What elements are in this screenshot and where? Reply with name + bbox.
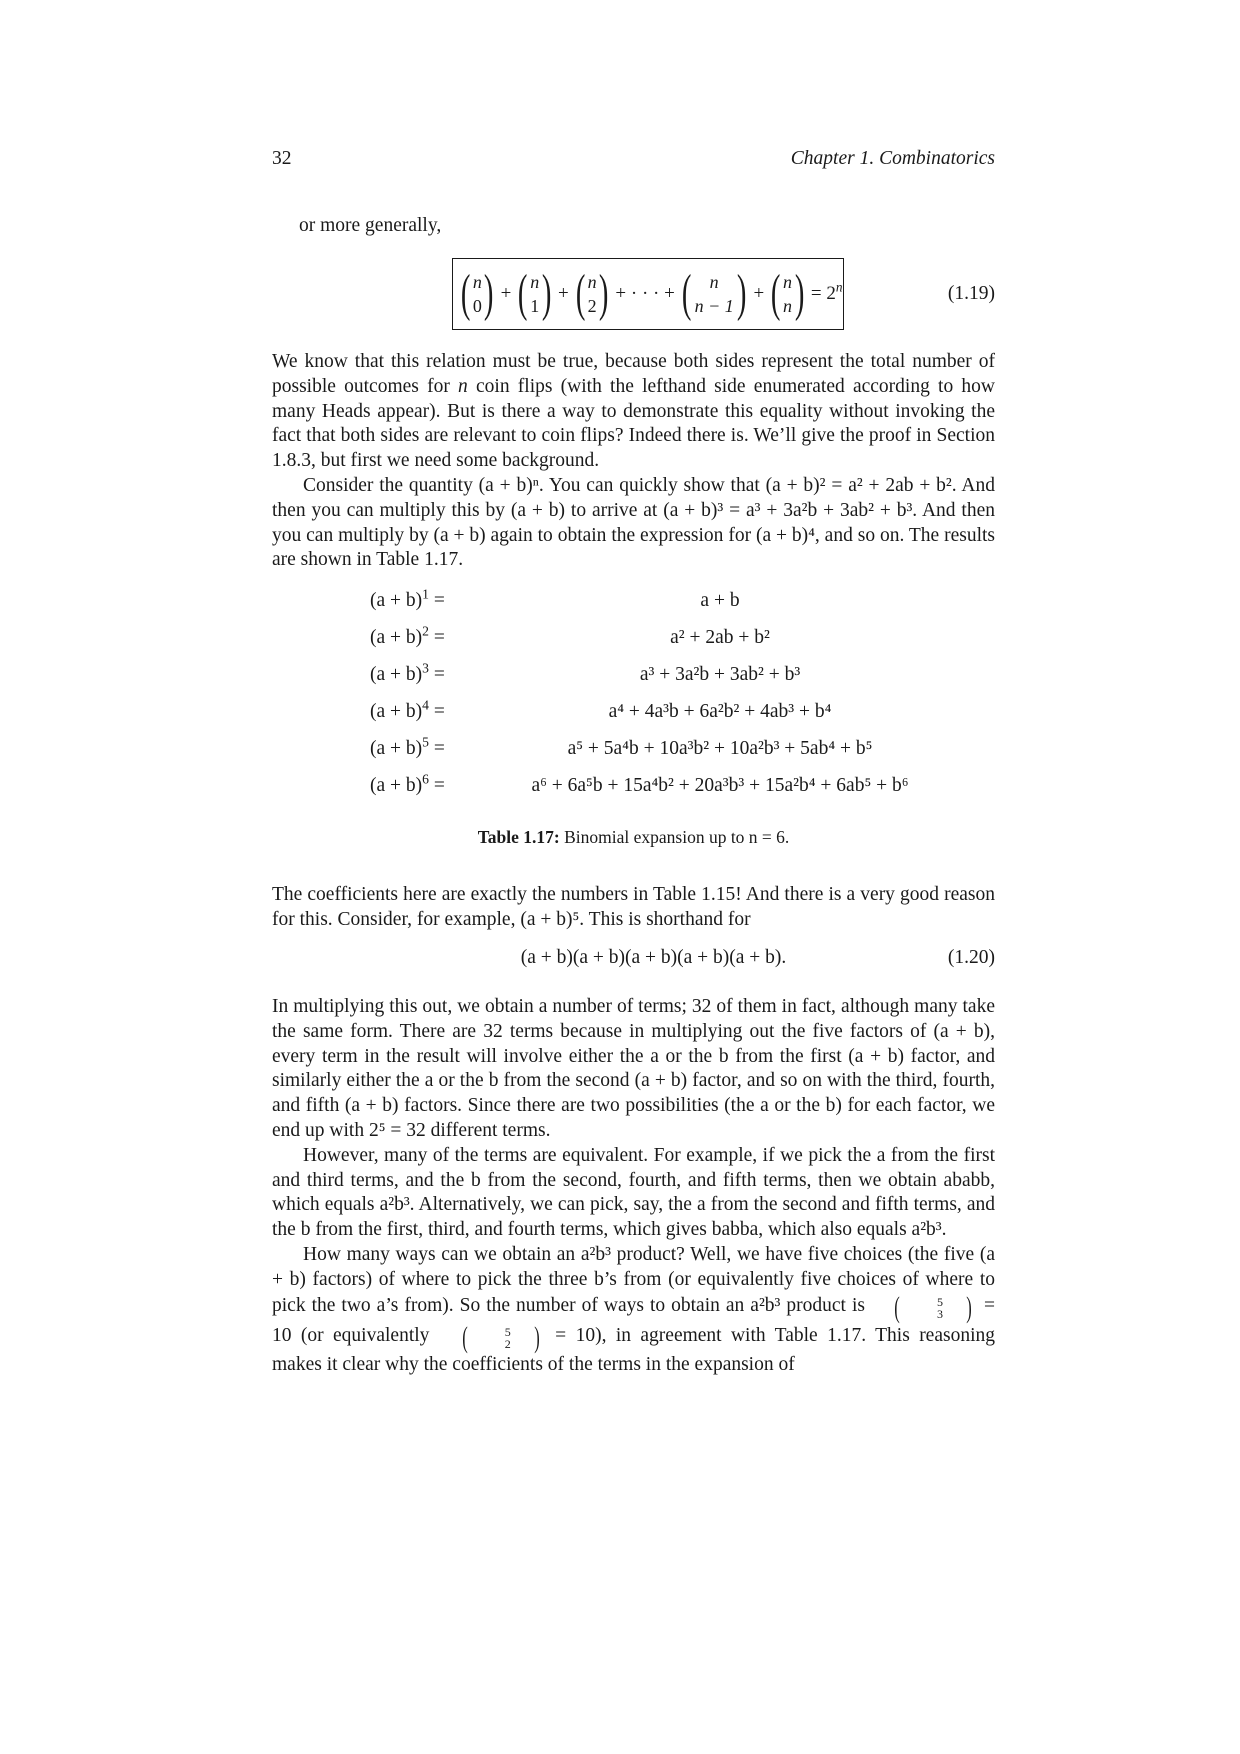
running-head [272, 148, 995, 176]
binomial-n-0: ( n 0 ) [460, 265, 494, 322]
body-text-block-1 [272, 350, 995, 573]
chapter-title: Chapter 1. Combinatorics [790, 148, 995, 169]
table-row: $(a + b)^6$ = a⁶ + 6a⁵b + 15a⁴b² + 20a³b³ + 15a²b⁴ + 6ab⁵ + b⁶ [370, 771, 909, 796]
binomial-n-1: ( n 1 ) [518, 265, 552, 322]
binomial-5-3: ( 5 3 ) [894, 1290, 972, 1324]
page-number: 32 [272, 148, 292, 169]
paragraph-2: Consider the quantity (a + b)ⁿ. You can quickly show that (a + b)² = a² + 2ab + b². And then you can multiply this by (a + b) to arrive at (a + b)³ = a³ + 3a²b + 3ab² + b³. And then you can multiply by (a + b) again to obtain the expression for (a + b)⁴, and so on. The results are shown in Table 1.17. [272, 474, 995, 571]
binomial-n-2: ( n 2 ) [575, 265, 609, 322]
binomial-n-n-minus-1: ( n n − 1 ) [681, 265, 747, 322]
equation-rhs: = $2^n$ [810, 279, 843, 304]
equation-1-19: ( n 0 ) + ( n 1 ) + ( n 2 ) + · · · + ( n n − 1 ) + ( n n ) = $2^n$ [460, 265, 843, 322]
table-row: $(a + b)^5$ = a⁵ + 5a⁴b + 10a³b² + 10a²b³ + 5ab⁴ + b⁵ [370, 734, 873, 759]
paragraph-5: However, many of the terms are equivalent. For example, if we pick the a from the first and third terms, and the b from the second, fourth, and fifth terms, then we obtain ababb, which equals a²b³. Alternatively, we can pick, say, the a from the second and fifth terms, and the b from the first, third, and fourth terms, which gives babba, which also equals a²b³. [272, 1144, 995, 1241]
table-row: $(a + b)^4$ = a⁴ + 4a³b + 6a²b² + 4ab³ + b⁴ [370, 697, 832, 722]
equation-number-1-20: (1.20) [947, 947, 995, 968]
paragraph-6: How many ways can we obtain an a²b³ product? Well, we have five choices (the five (a + b) factors) of where to pick the three b’s from (or equivalently five choices of where to pick the two a’s from). So the number of ways to obtain an a²b³ product is ( 5 3 ) = 10 (or equivalently ( 5 2 ) = 10), in agreement with Table 1.17. This reasoning makes it clear why the coefficients of the terms in the expansion of [272, 1243, 996, 1375]
table-row: $(a + b)^1$ = a + b [370, 586, 740, 611]
binomial-n-n: ( n n ) [771, 265, 804, 322]
body-text-block-3 [272, 995, 996, 1377]
equation-1-20: (a + b)(a + b)(a + b)(a + b)(a + b). (1.20) [520, 947, 995, 968]
paragraph-4: In multiplying this out, we obtain a number of terms; 32 of them in fact, although many take the same form. There are 32 terms because in multiplying out the five factors of (a + b), every term in the result will involve either the a or the b from the first (a + b) factor, and similarly either the a or the b from the second (a + b) factor, and so on with the third, fourth, and fifth (a + b) factors. Since there are two possibilities (the a or the b) for each factor, we end up with 2⁵ = 32 different terms. [272, 996, 995, 1141]
equation-number-1-19: (1.19) [947, 283, 995, 304]
equation-1-19-box [452, 258, 844, 330]
binomial-5-2: ( 5 2 ) [462, 1320, 540, 1354]
body-text-block-2 [272, 883, 995, 933]
intro-line: or more generally, [299, 215, 442, 236]
paragraph-3: The coefficients here are exactly the numbers in Table 1.15! And there is a very good reason for this. Consider, for example, (a + b)⁵. This is shorthand for [272, 884, 995, 930]
table-caption: Table 1.17: Binomial expansion up to n = 6. [477, 827, 790, 847]
paragraph-1: We know that this relation must be true, because both sides represent the total number of possible outcomes for n coin flips (with the lefthand side enumerated according to how many Heads appear). But is there a way to demonstrate this equality without invoking the fact that both sides are relevant to coin flips? Indeed there is. We’ll give the proof in Section 1.8.3, but first we need some background. [272, 351, 995, 472]
table-row: $(a + b)^2$ = a² + 2ab + b² [370, 623, 770, 648]
table-row: $(a + b)^3$ = a³ + 3a²b + 3ab² + b³ [370, 660, 801, 685]
